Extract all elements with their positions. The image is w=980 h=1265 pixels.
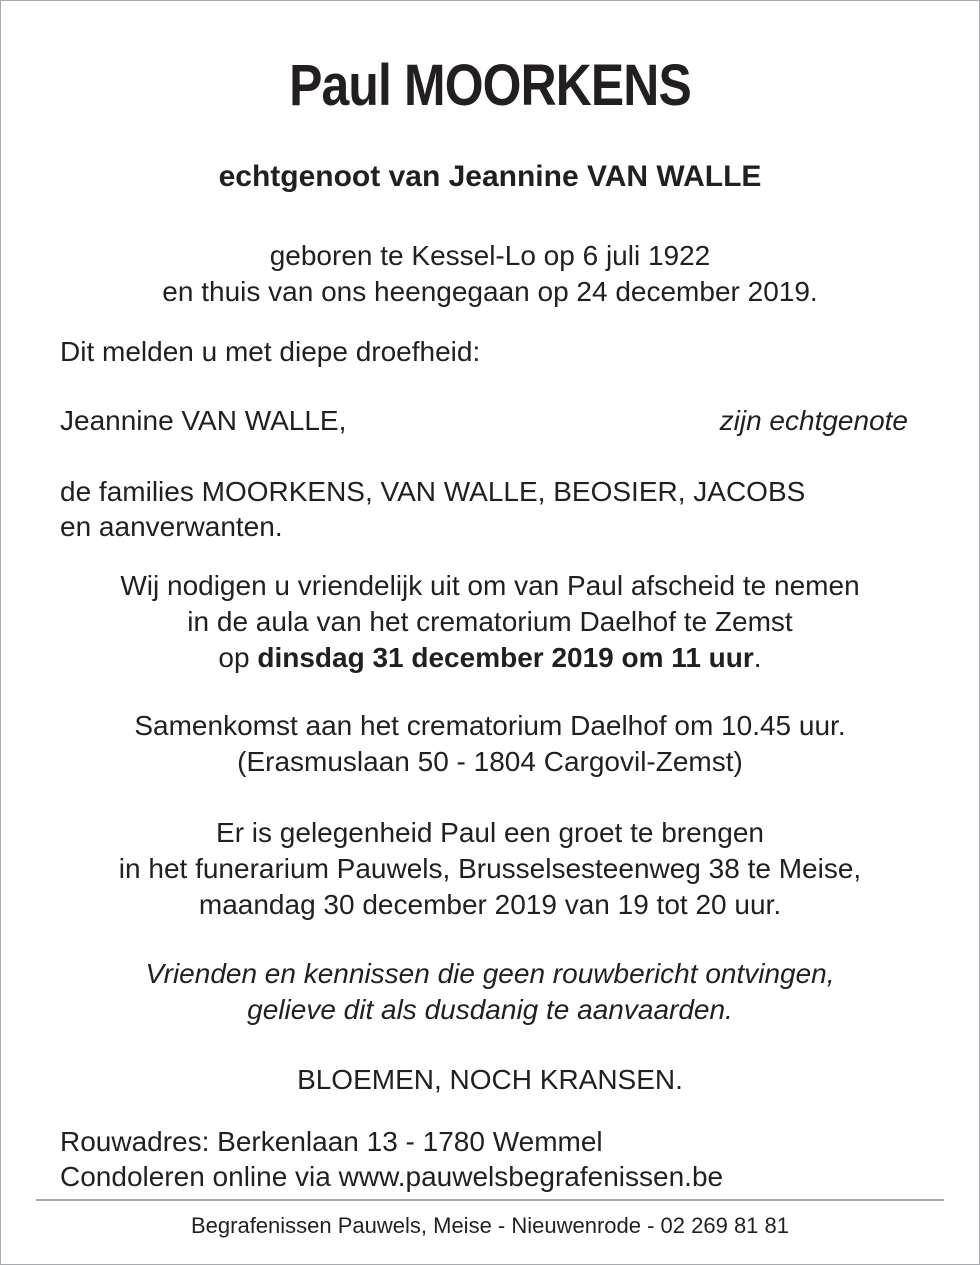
footer-funeral-home: Begrafenissen Pauwels, Meise - Nieuwenrode - 02 269 81 81 (190, 1213, 790, 1238)
mourner-name: Jeannine VAN WALLE, (60, 405, 347, 436)
invite-line-1: Wij nodigen u vriendelijk uit om van Paul afscheid te nemen (120, 570, 860, 601)
visit-line-3: maandag 30 december 2019 van 19 tot 20 uur. (198, 889, 782, 920)
spouse-line: echtgenoot van Jeannine VAN WALLE (218, 160, 762, 193)
footer-divider (36, 1199, 944, 1201)
deceased-name: Paul MOORKENS (289, 53, 691, 118)
friends-line-1: Vrienden en kennissen die geen rouwbericht ontvingen, (145, 958, 835, 989)
address-line: Rouwadres: Berkenlaan 13 - 1780 Wemmel (60, 1126, 603, 1157)
flowers-line: BLOEMEN, NOCH KRANSEN. (297, 1064, 683, 1095)
condolence-line: Condoleren online via www.pauwelsbegrafenissen.be (60, 1161, 724, 1192)
invite-line-3-suffix: . (753, 642, 762, 673)
ceremony-datetime: dinsdag 31 december 2019 om 11 uur (257, 642, 754, 673)
visit-line-2: in het funerarium Pauwels, Brusselsesteenweg 38 te Meise, (118, 853, 862, 884)
gathering-line-1: Samenkomst aan het crematorium Daelhof om 10.45 uur. (134, 710, 846, 741)
gathering-line-2: (Erasmuslaan 50 - 1804 Cargovil-Zemst) (237, 746, 743, 777)
death-line: en thuis van ons heengegaan op 24 december 2019. (162, 276, 818, 307)
visit-line-1: Er is gelegenheid Paul een groet te brengen (216, 817, 764, 848)
friends-line-2: gelieve dit als dusdanig te aanvaarden. (247, 994, 733, 1025)
invite-line-3 (0, 641, 980, 675)
families-line-1: de families MOORKENS, VAN WALLE, BEOSIER, JACOBS (60, 476, 806, 507)
birth-line: geboren te Kessel-Lo op 6 juli 1922 (269, 240, 711, 271)
invite-line-3-prefix: op (218, 642, 258, 673)
announcement-line: Dit melden u met diepe droefheid: (60, 336, 481, 367)
invite-line-2: in de aula van het crematorium Daelhof te Zemst (187, 606, 793, 637)
families-line-2: en aanverwanten. (60, 511, 283, 542)
mourner-relation: zijn echtgenote (719, 405, 908, 436)
